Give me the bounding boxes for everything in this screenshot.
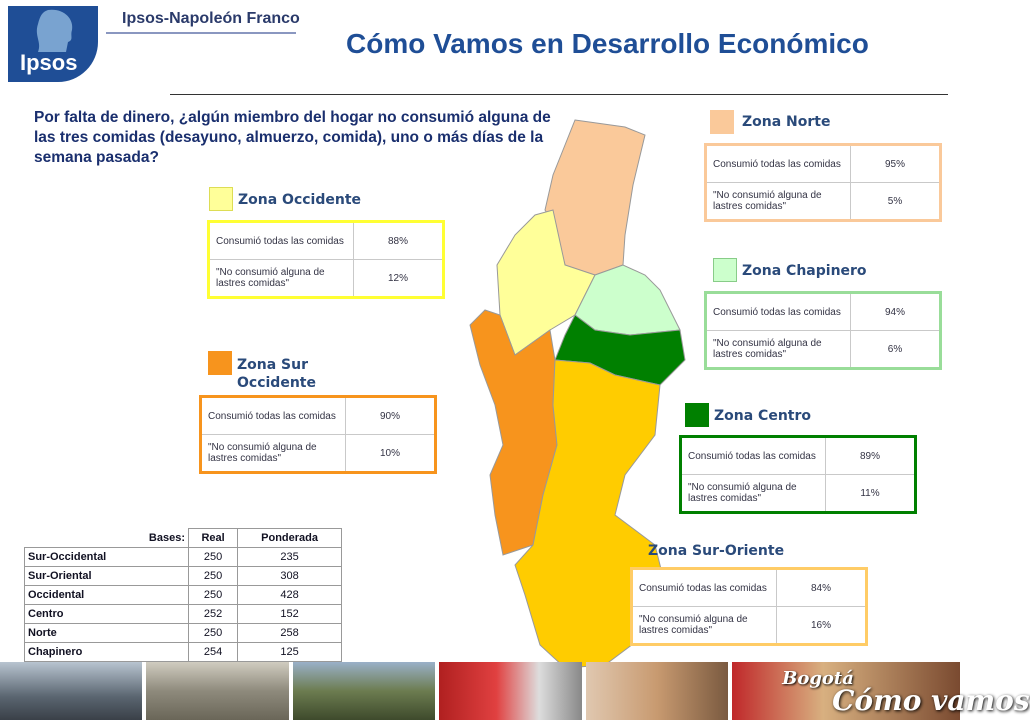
table-row [25, 605, 342, 624]
row-label: Consumió todas las comidas [201, 397, 346, 435]
pct-value: 5% [851, 183, 941, 221]
base-name: Sur-Oriental [25, 567, 189, 586]
zone-occidente-table [207, 220, 445, 299]
row-label: Consumió todas las comidas [706, 293, 851, 331]
pct-value: 89% [826, 437, 916, 475]
base-real: 252 [189, 605, 238, 624]
row-label: Consumió todas las comidas [632, 569, 777, 607]
zone-norte-label: Zona Norte [742, 114, 831, 130]
pct-value: 16% [777, 607, 867, 645]
title-divider [170, 94, 948, 95]
zone-sur-occidente-label: Zona Sur Occidente [237, 357, 316, 391]
zone-chapinero-label: Zona Chapinero [742, 263, 867, 279]
head-silhouette-icon [8, 6, 98, 56]
real-header: Real [189, 529, 238, 548]
base-real: 250 [189, 586, 238, 605]
page-title: Cómo Vamos en Desarrollo Económico [346, 28, 869, 59]
pct-value: 6% [851, 331, 941, 369]
photo-strip [0, 662, 1030, 720]
pct-value: 12% [354, 260, 444, 298]
row-label: Consumió todas las comidas [681, 437, 826, 475]
pct-value: 90% [346, 397, 436, 435]
row-label: "No consumió alguna de lastres comidas" [706, 331, 851, 369]
row-label: "No consumió alguna de lastres comidas" [201, 435, 346, 473]
row-label: "No consumió alguna de lastres comidas" [209, 260, 354, 298]
row-label: "No consumió alguna de lastres comidas" [632, 607, 777, 645]
base-real: 250 [189, 567, 238, 586]
zone-sur-occidente-table [199, 395, 437, 474]
zone-chapinero-swatch [713, 258, 737, 282]
row-label: Consumió todas las comidas [706, 145, 851, 183]
base-name: Centro [25, 605, 189, 624]
base-real: 254 [189, 643, 238, 662]
base-name: Chapinero [25, 643, 189, 662]
bases-header: Bases: [25, 529, 189, 548]
row-label: Consumió todas las comidas [209, 222, 354, 260]
ipsos-logo [8, 6, 98, 82]
base-real: 250 [189, 548, 238, 567]
zone-chapinero-table [704, 291, 942, 370]
pct-value: 95% [851, 145, 941, 183]
building-photo [146, 662, 288, 720]
brand-name: Ipsos-Napoleón Franco [122, 10, 300, 27]
footer-logo-big: Cómo vamos [832, 684, 1030, 717]
base-pond: 235 [238, 548, 342, 567]
zone-norte-swatch [710, 110, 734, 134]
base-name: Norte [25, 624, 189, 643]
row-label: "No consumió alguna de lastres comidas" [681, 475, 826, 513]
zone-sur-oriente-table [630, 567, 868, 646]
table-row [25, 624, 342, 643]
zone-centro-label: Zona Centro [714, 408, 812, 424]
zone-occidente-swatch [209, 187, 233, 211]
zone-sur-oriente-label: Zona Sur-Oriente [648, 543, 785, 559]
zone-centro-table [679, 435, 917, 514]
zone-norte-table [704, 143, 942, 222]
zone-sur-occidente-swatch [208, 351, 232, 375]
pct-value: 84% [777, 569, 867, 607]
bases-table [24, 528, 342, 662]
ponderada-header: Ponderada [238, 529, 342, 548]
pct-value: 88% [354, 222, 444, 260]
table-row [25, 643, 342, 662]
base-pond: 125 [238, 643, 342, 662]
row-label: "No consumió alguna de lastres comidas" [706, 183, 851, 221]
table-row [25, 567, 342, 586]
table-row [25, 548, 342, 567]
pct-value: 11% [826, 475, 916, 513]
table-row [25, 586, 342, 605]
transmilenio-photo [439, 662, 581, 720]
base-pond: 428 [238, 586, 342, 605]
base-real: 250 [189, 624, 238, 643]
base-name: Occidental [25, 586, 189, 605]
monserrate-photo [293, 662, 435, 720]
base-pond: 152 [238, 605, 342, 624]
survey-question: Por falta de dinero, ¿algún miembro del hogar no consumió alguna de las tres comidas (desayuno, almuerzo, comida), uno o más días de la semana pasada? [34, 109, 551, 166]
bogota-como-vamos-banner [732, 662, 1030, 720]
city-skyline-photo [0, 662, 142, 720]
logo-text: Ipsos [20, 50, 78, 75]
base-name: Sur-Occidental [25, 548, 189, 567]
pct-value: 94% [851, 293, 941, 331]
zone-occidente-label: Zona Occidente [238, 192, 362, 208]
people-photo [586, 662, 728, 720]
footer-logo-small: Bogotá [782, 668, 854, 689]
zone-sur-oriente-swatch [619, 537, 643, 561]
base-pond: 258 [238, 624, 342, 643]
brand-underline [106, 32, 296, 34]
pct-value: 10% [346, 435, 436, 473]
zone-centro-swatch [685, 403, 709, 427]
base-pond: 308 [238, 567, 342, 586]
